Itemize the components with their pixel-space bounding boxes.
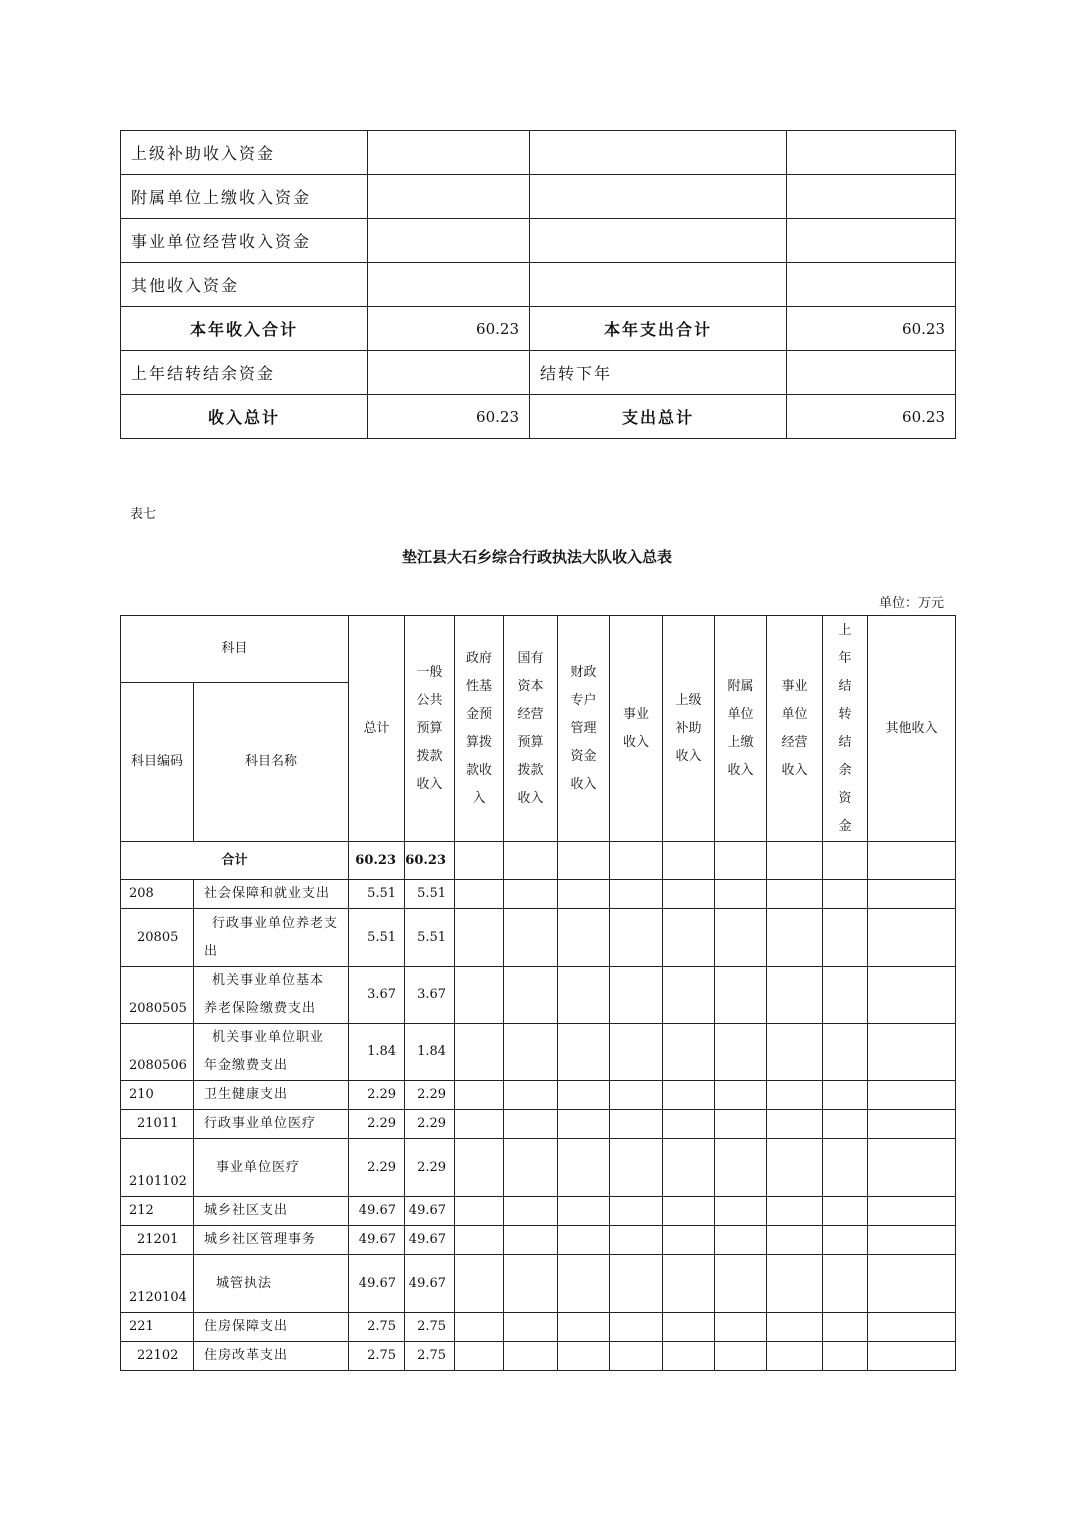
empty-cell: [663, 909, 715, 967]
subject-name: [194, 1081, 349, 1110]
header-subject: 科目: [121, 616, 349, 683]
empty-cell: [504, 1139, 558, 1197]
header-line: 收入: [727, 762, 754, 778]
summary-left-value: 60.23: [368, 307, 530, 351]
empty-cell: [767, 1197, 823, 1226]
header-line: 上级: [675, 692, 702, 708]
empty-cell: [610, 909, 663, 967]
empty-cell: [823, 1139, 868, 1197]
subject-name: [194, 1139, 349, 1197]
summary-right-value: 60.23: [787, 307, 956, 351]
empty-cell: [823, 1110, 868, 1139]
summary-right-label: 本年支出合计: [530, 307, 787, 351]
empty-cell: [868, 1139, 956, 1197]
header-line: 资本: [517, 678, 544, 694]
empty-cell: [868, 1024, 956, 1081]
subject-name-line: 行政事业单位医疗: [204, 1116, 317, 1131]
subject-name: [194, 1313, 349, 1342]
subject-name-line: 出: [204, 943, 219, 959]
empty-cell: [663, 880, 715, 909]
empty-cell: [823, 1226, 868, 1255]
subject-name-line: 卫生健康支出: [204, 1087, 289, 1102]
summary-row: [121, 263, 956, 307]
summary-right-value: [787, 263, 956, 307]
empty-cell: [610, 1226, 663, 1255]
empty-cell: [558, 967, 610, 1024]
empty-cell: [868, 1226, 956, 1255]
row-total: 3.67: [349, 967, 405, 1024]
header-line: 转: [838, 706, 852, 722]
subject-name-line: 机关事业单位职业: [212, 1030, 325, 1045]
subject-code: 208: [121, 880, 194, 909]
subject-code: 221: [121, 1313, 194, 1342]
header-gov-fund: [455, 616, 504, 842]
subject-name-line: 年金缴费支出: [204, 1058, 289, 1073]
header-line: 一般: [416, 664, 443, 680]
empty-cell: [610, 1255, 663, 1313]
empty-cell: [610, 1342, 663, 1371]
empty-cell: [558, 1081, 610, 1110]
header-line: 补助: [675, 720, 702, 736]
table-number: 表七: [130, 507, 157, 522]
summary-row: [121, 131, 956, 175]
header-code: 科目编码: [121, 683, 194, 842]
summary-left-value: [368, 219, 530, 263]
empty-cell: [455, 1110, 504, 1139]
empty-cell: [663, 1024, 715, 1081]
empty-cell: [715, 1255, 767, 1313]
header-line: 事业: [781, 678, 808, 694]
empty-cell: [504, 1255, 558, 1313]
empty-cell: [558, 1342, 610, 1371]
subject-name: [194, 1226, 349, 1255]
header-line: 收入: [517, 790, 544, 806]
empty-cell: [504, 1081, 558, 1110]
total-row-general: 60.23: [405, 842, 455, 880]
empty-cell: [823, 1081, 868, 1110]
row-general-budget: 5.51: [405, 880, 455, 909]
empty-cell: [767, 1342, 823, 1371]
empty-cell: [868, 967, 956, 1024]
subject-code: 210: [121, 1081, 194, 1110]
header-business-income: [610, 616, 663, 842]
header-general-budget: [405, 616, 455, 842]
summary-right-label: 结转下年: [530, 351, 787, 395]
subject-name-line: 事业单位医疗: [216, 1159, 301, 1175]
empty-cell: [663, 967, 715, 1024]
subject-name-line: 养老保险缴费支出: [204, 1001, 317, 1016]
summary-right-label: [530, 263, 787, 307]
header-line: 收入: [570, 776, 597, 792]
row-total: 1.84: [349, 1024, 405, 1081]
empty-cell: [610, 1139, 663, 1197]
row-total: 2.75: [349, 1342, 405, 1371]
empty-cell: [504, 1024, 558, 1081]
empty-cell: [767, 1313, 823, 1342]
summary-right-label: [530, 175, 787, 219]
empty-cell: [663, 1197, 715, 1226]
header-line: 金预: [466, 706, 493, 722]
page-title: 垫江县大石乡综合行政执法大队收入总表: [401, 548, 672, 566]
header-line: 事业: [623, 706, 650, 722]
empty-cell: [663, 1139, 715, 1197]
empty-cell: [767, 880, 823, 909]
table-row: [121, 1139, 956, 1197]
table-row: [121, 1255, 956, 1313]
summary-right-label: [530, 131, 787, 175]
summary-table: [120, 130, 956, 439]
summary-left-label: 附属单位上缴收入资金: [121, 175, 368, 219]
summary-right-value: [787, 351, 956, 395]
header-line: 附属: [727, 678, 754, 694]
empty-cell: [504, 1313, 558, 1342]
row-general-budget: 2.29: [405, 1139, 455, 1197]
header-other-income: 其他收入: [868, 616, 956, 842]
subject-code: 21011: [121, 1110, 194, 1139]
subject-code: 20805: [121, 909, 194, 967]
empty-cell: [767, 1110, 823, 1139]
summary-row: [121, 307, 956, 351]
empty-cell: [767, 1139, 823, 1197]
subject-name-line: 机关事业单位基本: [212, 973, 325, 988]
header-line: 专户: [570, 692, 597, 708]
header-line: 拨款: [517, 762, 544, 778]
empty-cell: [610, 1197, 663, 1226]
empty-cell: [715, 1110, 767, 1139]
header-total: 总计: [349, 616, 405, 842]
row-general-budget: 49.67: [405, 1197, 455, 1226]
empty-cell: [868, 1197, 956, 1226]
summary-left-label: 本年收入合计: [121, 307, 368, 351]
empty-cell: [455, 1197, 504, 1226]
empty-cell: [610, 1110, 663, 1139]
table-row: [121, 1226, 956, 1255]
empty-cell: [823, 1342, 868, 1371]
empty-cell: [663, 1226, 715, 1255]
table-row: [121, 1313, 956, 1342]
row-total: 49.67: [349, 1197, 405, 1226]
table-row: [121, 1197, 956, 1226]
subject-name-line: 城管执法: [216, 1275, 273, 1291]
row-total: 2.29: [349, 1081, 405, 1110]
header-line: 收入: [781, 762, 808, 778]
row-total: 2.29: [349, 1110, 405, 1139]
empty-cell: [715, 967, 767, 1024]
header-line: 管理: [570, 720, 597, 736]
subject-name-line: 城乡社区管理事务: [204, 1232, 317, 1247]
empty-cell: [767, 1024, 823, 1081]
header-affiliated-income: [715, 616, 767, 842]
subject-name: [194, 880, 349, 909]
empty-cell: [558, 1226, 610, 1255]
summary-left-label: 上级补助收入资金: [121, 131, 368, 175]
header-line: 收入: [675, 748, 702, 764]
empty-cell: [715, 1197, 767, 1226]
empty-cell: [504, 1226, 558, 1255]
empty-cell: [715, 1139, 767, 1197]
empty-cell: [455, 909, 504, 967]
empty-cell: [558, 1255, 610, 1313]
empty-cell: [823, 1024, 868, 1081]
unit-label: 单位：万元: [878, 596, 944, 611]
header-line: 收入: [623, 734, 650, 750]
header-line: 算拨: [466, 734, 493, 750]
header-line: 拨款: [416, 748, 443, 764]
subject-name: [194, 1342, 349, 1371]
row-general-budget: 2.29: [405, 1110, 455, 1139]
empty-cell: [868, 1081, 956, 1110]
summary-right-value: [787, 219, 956, 263]
header-line: 经营: [517, 706, 544, 722]
empty-cell: [610, 1313, 663, 1342]
row-total: 2.75: [349, 1313, 405, 1342]
empty-cell: [715, 1313, 767, 1342]
summary-left-value: [368, 131, 530, 175]
header-line: 预算: [416, 720, 443, 736]
empty-cell: [663, 1110, 715, 1139]
empty-cell: [504, 967, 558, 1024]
subject-name-line: 住房改革支出: [204, 1348, 289, 1363]
empty-cell: [504, 1197, 558, 1226]
empty-cell: [455, 880, 504, 909]
subject-code: 21201: [121, 1226, 194, 1255]
empty-cell: [558, 1139, 610, 1197]
subject-code: 2080506: [121, 1024, 194, 1081]
empty-cell: [663, 1255, 715, 1313]
header-fiscal-special: [558, 616, 610, 842]
empty-cell: [767, 1226, 823, 1255]
header-line: 金: [838, 818, 852, 834]
summary-row: [121, 351, 956, 395]
row-general-budget: 2.75: [405, 1342, 455, 1371]
empty-cell: [663, 1342, 715, 1371]
header-line: 年: [838, 650, 852, 666]
empty-cell: [455, 1342, 504, 1371]
header-line: 单位: [727, 706, 754, 722]
empty-cell: [767, 1255, 823, 1313]
header-line: 公共: [416, 692, 443, 708]
subject-name-line: 社会保障和就业支出: [204, 886, 331, 901]
empty-cell: [504, 909, 558, 967]
empty-cell: [610, 880, 663, 909]
summary-left-label: 收入总计: [121, 395, 368, 439]
empty-cell: [715, 1081, 767, 1110]
summary-row: [121, 219, 956, 263]
summary-right-label: 支出总计: [530, 395, 787, 439]
empty-cell: [715, 909, 767, 967]
subject-code: 22102: [121, 1342, 194, 1371]
table-row: [121, 1081, 956, 1110]
header-line: 国有: [517, 650, 544, 666]
table-row: [121, 1342, 956, 1371]
empty-cell: [558, 1024, 610, 1081]
header-state-capital: [504, 616, 558, 842]
empty-cell: [455, 1081, 504, 1110]
summary-left-label: 上年结转结余资金: [121, 351, 368, 395]
summary-left-value: [368, 175, 530, 219]
summary-left-value: [368, 263, 530, 307]
header-line: 余: [838, 762, 852, 778]
row-total: 49.67: [349, 1255, 405, 1313]
summary-left-value: 60.23: [368, 395, 530, 439]
table-row: [121, 909, 956, 967]
header-line: 入: [472, 790, 486, 806]
empty-cell: [715, 1342, 767, 1371]
empty-cell: [715, 1226, 767, 1255]
empty-cell: [455, 1024, 504, 1081]
header-line: 款收: [466, 762, 493, 778]
summary-left-label: 事业单位经营收入资金: [121, 219, 368, 263]
total-row-total: 60.23: [349, 842, 405, 880]
row-general-budget: 49.67: [405, 1255, 455, 1313]
subject-code: 2101102: [121, 1139, 194, 1197]
empty-cell: [715, 880, 767, 909]
summary-row: [121, 175, 956, 219]
row-general-budget: 5.51: [405, 909, 455, 967]
empty-cell: [868, 909, 956, 967]
empty-cell: [455, 967, 504, 1024]
row-total: 49.67: [349, 1226, 405, 1255]
subject-name: [194, 1110, 349, 1139]
row-total: 5.51: [349, 909, 405, 967]
row-general-budget: 2.75: [405, 1313, 455, 1342]
row-general-budget: 49.67: [405, 1226, 455, 1255]
empty-cell: [715, 1024, 767, 1081]
empty-cell: [558, 880, 610, 909]
summary-row: [121, 395, 956, 439]
empty-cell: [823, 967, 868, 1024]
empty-cell: [823, 1197, 868, 1226]
table-row: [121, 1110, 956, 1139]
subject-name-line: 城乡社区支出: [204, 1203, 289, 1218]
summary-right-value: [787, 175, 956, 219]
empty-cell: [455, 1139, 504, 1197]
row-total: 2.29: [349, 1139, 405, 1197]
header-line: 性基: [466, 678, 493, 694]
empty-cell: [868, 1255, 956, 1313]
table-row: [121, 1024, 956, 1081]
summary-right-value: [787, 131, 956, 175]
row-general-budget: 3.67: [405, 967, 455, 1024]
empty-cell: [767, 909, 823, 967]
header-line: 财政: [570, 664, 597, 680]
header-line: 资金: [570, 748, 597, 764]
empty-cell: [558, 1110, 610, 1139]
header-operating-income: [767, 616, 823, 842]
empty-cell: [767, 1081, 823, 1110]
empty-cell: [823, 1313, 868, 1342]
subject-name: [194, 1197, 349, 1226]
empty-cell: [558, 1313, 610, 1342]
empty-cell: [455, 1226, 504, 1255]
empty-cell: [823, 909, 868, 967]
header-line: 结: [838, 734, 852, 750]
empty-cell: [823, 880, 868, 909]
row-general-budget: 2.29: [405, 1081, 455, 1110]
empty-cell: [558, 909, 610, 967]
total-row-label: 合计: [121, 842, 349, 880]
subject-name: [194, 1255, 349, 1313]
subject-name-line: 行政事业单位养老支: [212, 915, 339, 931]
header-line: 单位: [781, 706, 808, 722]
row-general-budget: 1.84: [405, 1024, 455, 1081]
table-row: [121, 880, 956, 909]
subject-name: [194, 967, 349, 1024]
empty-cell: [868, 1342, 956, 1371]
subject-name-line: 住房保障支出: [204, 1319, 289, 1334]
subject-name: [194, 909, 349, 967]
subject-name: [194, 1024, 349, 1081]
header-line: 资: [838, 790, 852, 806]
table-row: [121, 967, 956, 1024]
empty-cell: [504, 1110, 558, 1139]
row-total: 5.51: [349, 880, 405, 909]
empty-cell: [610, 1024, 663, 1081]
subject-code: 212: [121, 1197, 194, 1226]
empty-cell: [610, 1081, 663, 1110]
header-line: 预算: [517, 734, 544, 750]
empty-cell: [504, 1342, 558, 1371]
summary-right-label: [530, 219, 787, 263]
header-line: 上: [838, 622, 852, 638]
subject-code: 2080505: [121, 967, 194, 1024]
income-table: [120, 615, 956, 1371]
header-line: 经营: [781, 734, 808, 750]
empty-cell: [767, 967, 823, 1024]
empty-cell: [504, 880, 558, 909]
header-name: 科目名称: [194, 683, 349, 842]
summary-right-value: 60.23: [787, 395, 956, 439]
empty-cell: [558, 1197, 610, 1226]
header-line: 收入: [416, 776, 443, 792]
header-line: 结: [838, 678, 852, 694]
empty-cell: [868, 1313, 956, 1342]
header-carryover: [823, 616, 868, 842]
header-line: 上缴: [727, 734, 754, 750]
subject-code: 2120104: [121, 1255, 194, 1313]
summary-left-label: 其他收入资金: [121, 263, 368, 307]
empty-cell: [455, 1255, 504, 1313]
empty-cell: [610, 967, 663, 1024]
empty-cell: [663, 1313, 715, 1342]
empty-cell: [455, 1313, 504, 1342]
header-subsidy-income: [663, 616, 715, 842]
empty-cell: [868, 1110, 956, 1139]
header-line: 政府: [466, 650, 493, 666]
empty-cell: [663, 1081, 715, 1110]
summary-left-value: [368, 351, 530, 395]
empty-cell: [868, 880, 956, 909]
empty-cell: [823, 1255, 868, 1313]
